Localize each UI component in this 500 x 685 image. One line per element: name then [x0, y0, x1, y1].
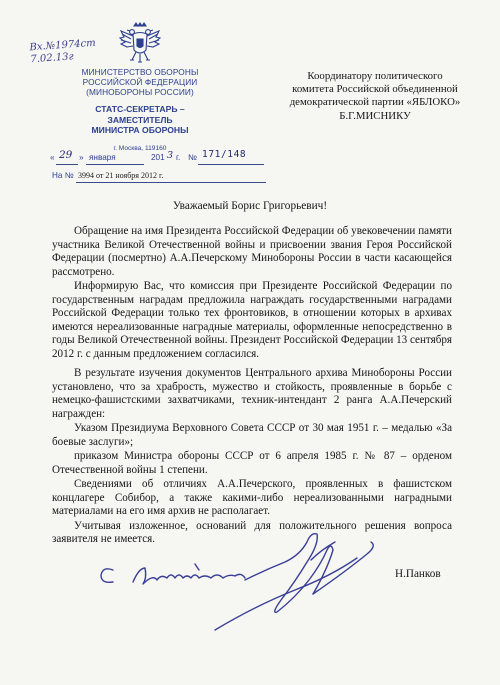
letterhead: [45, 20, 235, 152]
paragraph-sobibor: Сведениями об отличиях А.А.Печерского, проявленных в фашистском концлагере Собибор, а также какими-либо нереализованными наградными материалами на его имя архив не располагает.: [52, 478, 452, 517]
paragraph-commission: Информирую Вас, что комиссия при Президенте Российской Федерации по государственным наградам предложила награждать государственными наградами Российской Федерации только тех фронтовиков, в отношении которых в архивах имеются нереализованные наградные материалы, оформленные непосредственно в годы Великой Отечественной войны. Президент Российской Федерации 13 сентября 2012 г. с данным предложением согласился.: [52, 280, 452, 360]
sender-position: СТАТС-СЕКРЕТАРЬ – ЗАМЕСТИТЕЛЬ МИНИСТРА ОБОРОНЫ: [91, 104, 189, 135]
reference-value: 3994 от 21 ноября 2012 г.: [78, 171, 164, 180]
registration-year-prefix: 201: [151, 153, 165, 162]
quote-open: «: [50, 153, 55, 162]
paragraph-appeal: Обращение на имя Президента Российской Федерации об увековечении памяти участника Великой Отечественной войны и присвоении звания Героя Российской Федерации (посмертно) А.А.Печерскому Минобороны России в части касающейся рассмотрено.: [52, 225, 452, 278]
ministry-name: МИНИСТЕРСТВО ОБОРОНЫ РОССИЙСКОЙ ФЕДЕРАЦИИ (МИНОБОРОНЫ РОССИИ): [81, 67, 199, 97]
paragraph-conclusion: Учитывая изложенное, оснований для положительного решения вопроса заявителя не имеется.: [52, 519, 452, 545]
letter-body: [52, 225, 452, 547]
double-headed-eagle-emblem-icon: [117, 20, 163, 66]
registration-number-label: №: [188, 153, 197, 162]
salutation: Уважаемый Борис Григорьевич!: [172, 200, 328, 212]
registration-line: [50, 149, 265, 166]
registration-number: 171/148: [202, 149, 247, 160]
note-line-2: 7.02.13г: [30, 51, 74, 66]
registration-year-label: г.: [176, 153, 181, 162]
registration-month: января: [89, 153, 116, 162]
signer-name: Н.Панков: [395, 568, 441, 580]
note-line-1: Вх.№1974ст: [29, 37, 97, 54]
paragraph-archive-result: В результате изучения документов Центрального архива Минобороны России установлено, что за храбрость, мужество и стойкость, проявленные в борьбе с немецко-фашистскими захватчиками, техник-интендант 2 ранга А.А.Печерский награжден:: [52, 367, 452, 420]
paragraph-decree: Указом Президиума Верховного Совета СССР от 30 мая 1951 г. – медалью «За боевые заслуги»;: [52, 422, 452, 448]
reference-label: На №: [52, 171, 74, 180]
handwritten-signature-icon: [95, 520, 415, 645]
quote-close: »: [79, 153, 84, 162]
paragraph-order: приказом Министра обороны СССР от 6 апреля 1985 г. № 87 – орденом Отечественной войны 1 степени.: [52, 450, 452, 476]
addressee-block: Координатору политического комитета Российской объединенной демократической партии «ЯБЛОКО» Б.Г.МИСНИКУ: [289, 70, 461, 122]
sender-address: г. Москва, 119160: [113, 144, 167, 152]
registration-day: 29: [59, 149, 73, 161]
registration-year-suffix: 3: [167, 150, 174, 161]
reference-line: [52, 171, 267, 183]
